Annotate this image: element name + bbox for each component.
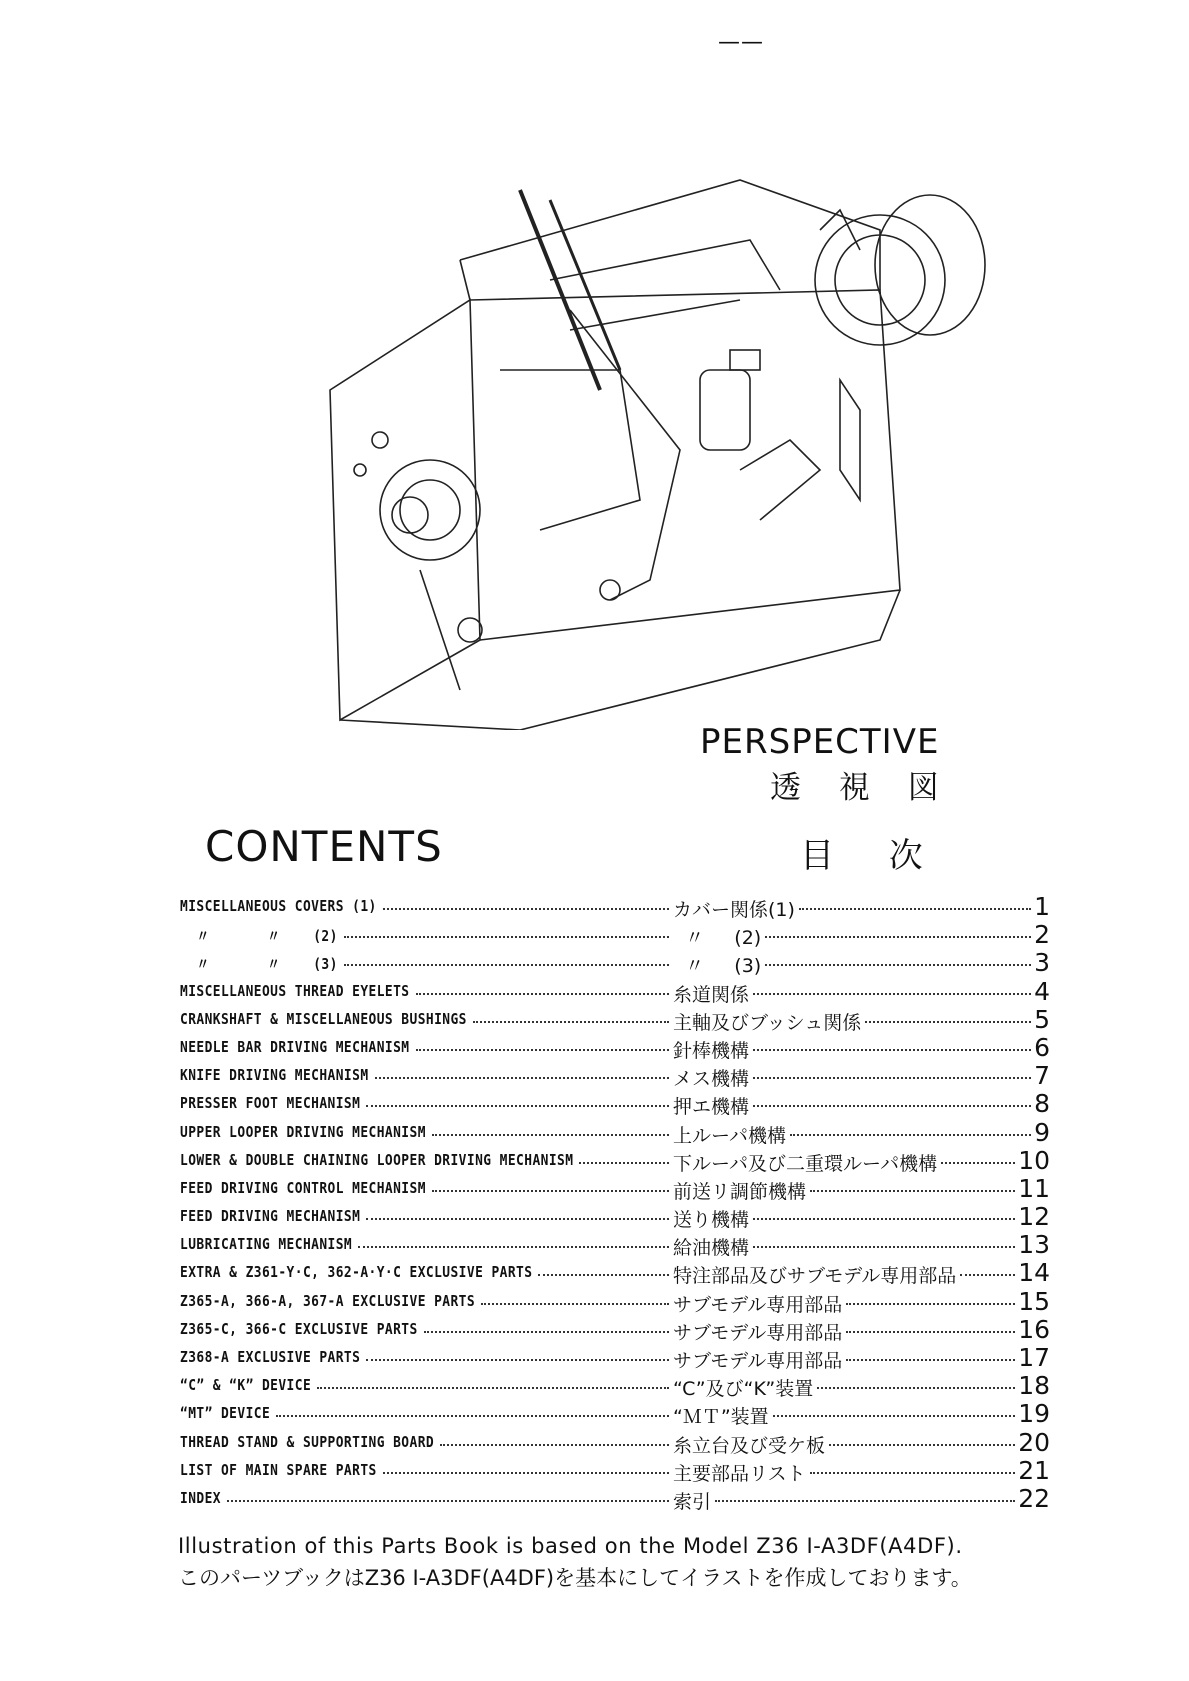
toc-entry-title-jp: メス機構	[673, 1068, 750, 1091]
toc-entry[interactable]	[180, 1485, 1050, 1513]
toc-entry-title-en: Z365-C, 366-C EXCLUSIVE PARTS	[180, 1319, 418, 1338]
toc-entry-title-jp: “C”及び“K”装置	[673, 1378, 814, 1401]
toc-entry[interactable]	[180, 1034, 1050, 1062]
toc-entry-page-number: 3	[1034, 948, 1050, 978]
toc-entry-page-number: 14	[1018, 1258, 1050, 1288]
toc-entry-title-en: “C” & “K” DEVICE	[180, 1376, 312, 1395]
toc-entry-title-jp: 送り機構	[673, 1209, 750, 1232]
dot-leader	[765, 964, 1030, 966]
toc-entry-title-en: FEED DRIVING CONTROL MECHANISM	[180, 1178, 426, 1197]
toc-entry-title-en: MISCELLANEOUS COVERS (1)	[180, 897, 377, 915]
toc-entry-title-jp: “ＭＴ”装置	[673, 1406, 769, 1429]
toc-entry-page-number: 11	[1018, 1173, 1050, 1203]
toc-entry-page-number: 21	[1018, 1455, 1050, 1485]
dot-leader	[366, 1105, 669, 1107]
dot-leader	[846, 1303, 1015, 1305]
dot-leader	[773, 1415, 1015, 1417]
dot-leader	[276, 1415, 669, 1417]
dot-leader	[579, 1162, 669, 1164]
dot-leader	[753, 1105, 1030, 1107]
toc-entry-title-en: Z368-A EXCLUSIVE PARTS	[180, 1348, 361, 1366]
toc-entry-title-jp: サブモデル専用部品	[673, 1350, 843, 1372]
toc-entry-title-jp: 糸道関係	[673, 983, 750, 1006]
toc-entry-title-en: 〃 〃 (3)	[180, 955, 338, 974]
dot-leader	[416, 993, 669, 995]
toc-entry-title-jp: 給油機構	[673, 1237, 750, 1260]
dot-leader	[366, 1359, 669, 1361]
dot-leader	[810, 1190, 1015, 1192]
dot-leader	[366, 1218, 669, 1220]
footnote-en: Illustration of this Parts Book is based on the Model Z36 I-A3DF(A4DF).	[178, 1534, 963, 1558]
toc-entry-title-jp: カバー関係(1)	[673, 899, 795, 921]
toc-entry[interactable]	[180, 1316, 1050, 1344]
dot-leader	[383, 908, 669, 910]
dot-leader	[753, 1049, 1030, 1051]
toc-entry-page-number: 17	[1018, 1343, 1050, 1372]
toc-entry-title-en: LUBRICATING MECHANISM	[180, 1235, 353, 1254]
dot-leader	[753, 1218, 1015, 1220]
toc-entry-title-en: LIST OF MAIN SPARE PARTS	[180, 1460, 377, 1479]
perspective-title-en: PERSPECTIVE	[700, 722, 940, 762]
perspective-title-jp: 透 視 図	[770, 770, 953, 806]
toc-entry-page-number: 2	[1034, 920, 1050, 950]
toc-entry-title-en: FEED DRIVING MECHANISM	[180, 1207, 361, 1226]
dot-leader	[473, 1021, 669, 1023]
dot-leader	[358, 1246, 669, 1248]
toc-entry-page-number: 12	[1018, 1202, 1050, 1232]
toc-entry-title-en: MISCELLANEOUS THREAD EYELETS	[180, 981, 410, 1000]
toc-entry-title-jp: サブモデル専用部品	[673, 1293, 843, 1316]
toc-entry-page-number: 9	[1034, 1117, 1050, 1147]
dot-leader	[344, 936, 669, 938]
toc-entry-page-number: 16	[1018, 1314, 1050, 1344]
toc-entry-page-number: 13	[1018, 1230, 1050, 1260]
toc-entry-title-jp: 下ルーパ及び二重環ルーパ機構	[673, 1152, 938, 1175]
dot-leader	[715, 1500, 1015, 1502]
toc-entry-title-jp: 主軸及びブッシュ関係	[673, 1011, 862, 1034]
dot-leader	[432, 1190, 669, 1192]
dot-leader	[538, 1274, 669, 1276]
toc-entry-title-en: EXTRA & Z361-Y·C, 362-A·Y·C EXCLUSIVE PARTS	[180, 1263, 533, 1282]
toc-entry-page-number: 20	[1018, 1427, 1050, 1457]
toc-entry[interactable]	[180, 1429, 1050, 1457]
toc-entry-page-number: 8	[1034, 1089, 1050, 1119]
toc-entry-title-en: PRESSER FOOT MECHANISM	[180, 1094, 361, 1113]
dot-leader	[317, 1387, 669, 1389]
toc-entry-title-en: CRANKSHAFT & MISCELLANEOUS BUSHINGS	[180, 1009, 467, 1028]
toc-entry-title-jp: 針棒機構	[673, 1039, 750, 1062]
toc-entry[interactable]	[180, 1175, 1050, 1203]
dot-leader	[790, 1134, 1030, 1136]
dot-leader	[817, 1387, 1015, 1389]
toc-entry[interactable]	[180, 949, 1050, 977]
toc-entry[interactable]	[180, 1400, 1050, 1428]
dot-leader	[227, 1500, 669, 1502]
toc-entry-title-jp: 索引	[673, 1490, 712, 1513]
toc-entry-title-en: “MT” DEVICE	[180, 1404, 271, 1423]
dot-leader	[383, 1472, 669, 1474]
dot-leader	[810, 1472, 1015, 1474]
toc-entry-title-jp: 〃 (3)	[673, 955, 762, 978]
dot-leader	[440, 1444, 669, 1446]
toc-entry[interactable]	[180, 921, 1050, 949]
toc-entry-title-en: NEEDLE BAR DRIVING MECHANISM	[180, 1037, 410, 1056]
dot-leader	[375, 1077, 669, 1079]
toc-entry-page-number: 22	[1018, 1483, 1050, 1513]
table-of-contents	[180, 893, 1050, 1513]
toc-entry[interactable]	[180, 893, 1050, 921]
toc-entry[interactable]	[180, 1006, 1050, 1034]
page-top-mark: ——	[718, 30, 764, 55]
toc-entry-title-jp: サブモデル専用部品	[673, 1321, 843, 1344]
toc-entry[interactable]	[180, 1062, 1050, 1090]
toc-entry-page-number: 15	[1018, 1286, 1050, 1316]
toc-entry[interactable]	[180, 1147, 1050, 1175]
dot-leader	[344, 964, 669, 966]
toc-entry-title-jp: 上ルーパ機構	[673, 1124, 787, 1147]
toc-entry-title-en: 〃 〃 (2)	[180, 927, 338, 946]
toc-entry-page-number: 1	[1034, 892, 1050, 921]
toc-entry-title-jp: 糸立台及び受ケ板	[673, 1434, 826, 1457]
toc-entry[interactable]	[180, 1457, 1050, 1485]
toc-entry-page-number: 18	[1018, 1371, 1050, 1401]
toc-entry-page-number: 6	[1034, 1032, 1050, 1062]
toc-entry[interactable]	[180, 1203, 1050, 1231]
dot-leader	[416, 1049, 669, 1051]
toc-entry-title-en: INDEX	[180, 1488, 221, 1507]
dot-leader	[829, 1444, 1015, 1446]
machine-perspective-illustration	[320, 170, 1010, 730]
toc-entry-page-number: 7	[1034, 1061, 1050, 1091]
toc-entry-page-number: 4	[1034, 976, 1050, 1006]
toc-entry-title-jp: 主要部品リスト	[673, 1462, 806, 1485]
toc-entry[interactable]	[180, 1119, 1050, 1147]
toc-entry-title-jp: 押エ機構	[673, 1096, 750, 1119]
footnote-jp: このパーツブックはZ36 I-A3DF(A4DF)を基本にしてイラストを作成しております。	[178, 1566, 972, 1590]
toc-entry-title-jp: 特注部品及びサブモデル専用部品	[673, 1265, 957, 1288]
toc-entry-page-number: 5	[1034, 1004, 1050, 1034]
dot-leader	[432, 1134, 669, 1136]
toc-entry[interactable]	[180, 978, 1050, 1006]
toc-entry-title-en: LOWER & DOUBLE CHAINING LOOPER DRIVING MECHANISM	[180, 1150, 574, 1169]
toc-entry-title-en: THREAD STAND & SUPPORTING BOARD	[180, 1432, 435, 1451]
dot-leader	[799, 908, 1031, 910]
toc-entry[interactable]	[180, 1231, 1050, 1259]
toc-entry[interactable]	[180, 1344, 1050, 1372]
toc-entry-title-en: UPPER LOOPER DRIVING MECHANISM	[180, 1122, 426, 1141]
toc-entry[interactable]	[180, 1259, 1050, 1287]
dot-leader	[846, 1359, 1015, 1361]
contents-title-jp: 目 次	[800, 836, 945, 876]
toc-entry-title-jp: 前送リ調節機構	[673, 1180, 807, 1203]
toc-entry-page-number: 10	[1018, 1145, 1050, 1175]
dot-leader	[424, 1331, 669, 1333]
toc-entry-title-en: Z365-A, 366-A, 367-A EXCLUSIVE PARTS	[180, 1291, 476, 1310]
toc-entry[interactable]	[180, 1090, 1050, 1118]
dot-leader	[765, 936, 1030, 938]
dot-leader	[481, 1303, 669, 1305]
dot-leader	[753, 993, 1030, 995]
dot-leader	[846, 1331, 1015, 1333]
toc-entry-page-number: 19	[1018, 1399, 1050, 1429]
toc-entry[interactable]	[180, 1372, 1050, 1400]
toc-entry-title-en: KNIFE DRIVING MECHANISM	[180, 1066, 369, 1085]
contents-title-en: CONTENTS	[205, 822, 443, 871]
dot-leader	[753, 1246, 1015, 1248]
toc-entry[interactable]	[180, 1288, 1050, 1316]
dot-leader	[753, 1077, 1030, 1079]
toc-entry-title-jp: 〃 (2)	[673, 927, 762, 950]
